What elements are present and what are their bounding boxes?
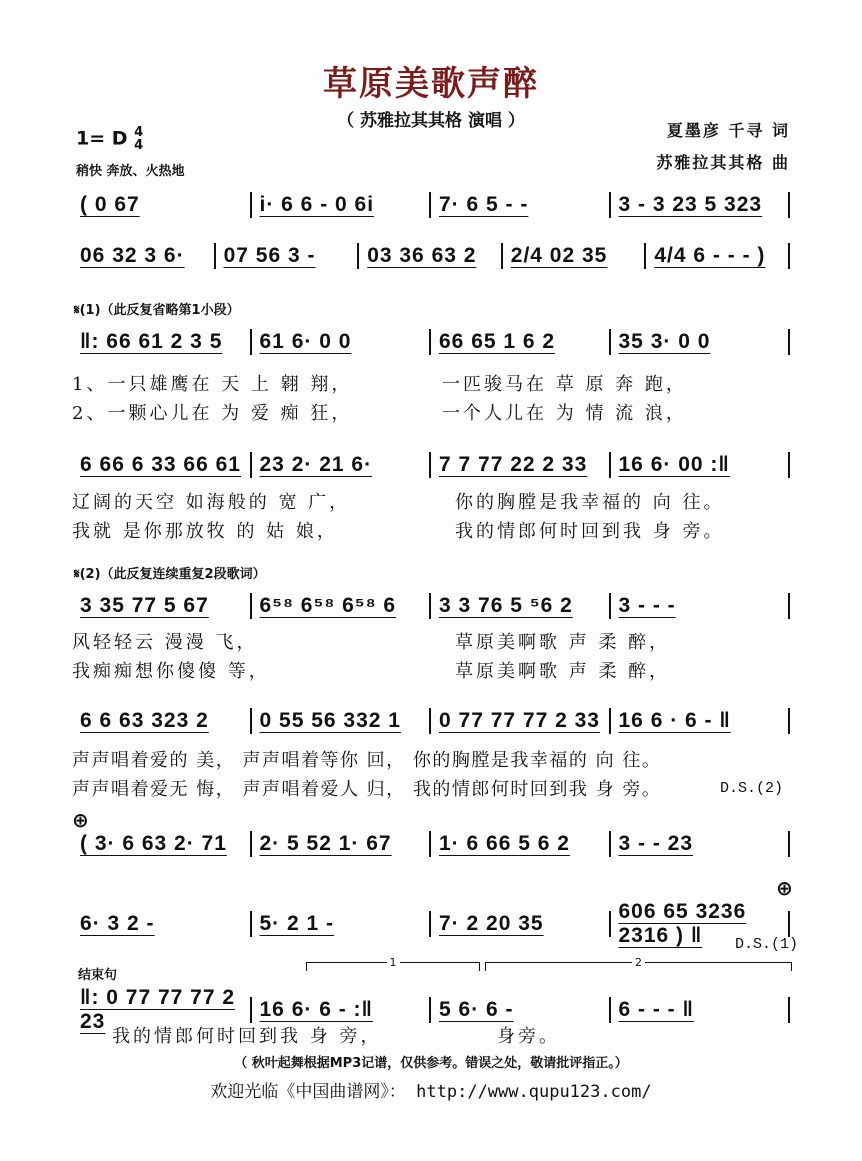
measure: 23 2· 21 6· — [259, 453, 373, 476]
lyric: 我痴痴想你傻傻 等， — [72, 661, 270, 682]
measure: 7 7 77 22 2 33 — [439, 453, 588, 476]
footer-website: 欢迎光临《中国曲谱网》： http://www.qupu123.com/ — [210, 1082, 652, 1102]
measure: 03 36 63 2 — [367, 244, 477, 267]
performer: （ 苏雅拉其其格 演唱 ） — [337, 111, 525, 131]
volta-2-label: 2 — [632, 956, 645, 969]
key-signature — [76, 126, 143, 152]
measure: 3 35 77 5 67 — [80, 594, 209, 617]
lyricist: 夏墨彦 千寻 词 — [666, 121, 790, 140]
lyric: 你的胸膛是我幸福的 向 往。 — [455, 492, 725, 513]
measure: 6 66 6 33 66 61 — [80, 453, 241, 476]
measure: ( 0 67 — [80, 193, 140, 216]
barline — [788, 243, 790, 269]
lyric: 一个人儿在 为 情 流 浪， — [442, 403, 687, 424]
volta-1 — [306, 956, 480, 971]
score-row — [72, 452, 790, 478]
measure: 16 6· 00 :‖ — [618, 453, 730, 476]
lyric: 身旁。 — [497, 1026, 560, 1047]
measure: 2/4 02 35 — [510, 244, 608, 267]
ds-1-marker: D.S.(1) — [735, 936, 799, 953]
measure: 16 6 · 6 - ‖ — [618, 709, 731, 732]
score-row — [72, 593, 790, 619]
lyric: 1、一只雄鹰在 天 上 翱 翔， — [72, 374, 353, 395]
measure: 4/4 6 - - - ) — [654, 244, 766, 267]
measure: i· 6 6 - 0 6i — [259, 193, 375, 216]
measure: 6 6 63 323 2 — [80, 709, 209, 732]
coda-icon: ⊕ — [72, 808, 89, 832]
barline — [788, 911, 790, 937]
score-row — [72, 900, 790, 948]
measure: 1· 6 66 5 6 2 — [439, 832, 570, 855]
segno-note-2: 𝄋(2)（此反复连续重复2段歌词） — [74, 567, 266, 582]
measure: 7· 6 5 - - — [439, 193, 529, 216]
measure: ‖: 66 61 2 3 5 — [80, 330, 223, 353]
score-row — [72, 243, 790, 269]
measure: 0 77 77 77 2 33 — [439, 709, 600, 732]
lyric: 草原美啊歌 声 柔 醉， — [455, 661, 671, 682]
measure: 66 65 1 6 2 — [439, 330, 556, 353]
barline — [788, 831, 790, 857]
lyric: 我就 是你那放牧 的 姑 娘， — [72, 521, 338, 542]
barline — [788, 593, 790, 619]
lyric: 声声唱着爱无 悔， 声声唱着爱人 归， 我的情郎何时回到我 身 旁。 — [72, 779, 662, 800]
lyric: 2、一颗心儿在 为 爱 痴 狂， — [72, 403, 353, 424]
lyric: 风轻轻云 漫漫 飞， — [72, 632, 258, 653]
measure: 6⁵⁸ 6⁵⁸ 6⁵⁸ 6 — [259, 594, 397, 617]
measure: 6· 3 2 - — [80, 912, 155, 935]
key: 1= D — [76, 127, 128, 150]
transcription-note: （ 秋叶起舞根据MP3记谱，仅供参考。错误之处，敬请批评指正。） — [234, 1056, 628, 1071]
measure: 3 3 76 5 ⁵6 2 — [439, 594, 573, 617]
tempo-marking: 稍快 奔放、火热地 — [76, 164, 185, 179]
lyric: 一匹骏马在 草 原 奔 跑， — [442, 374, 687, 395]
barline — [788, 997, 790, 1023]
measure: 3 - - - — [618, 594, 676, 617]
lyric: 辽阔的天空 如海般的 宽 广， — [72, 492, 351, 513]
lyric: 我的情郎何时回到我 身 旁， — [112, 1026, 382, 1047]
composer: 苏雅拉其其格 曲 — [656, 153, 790, 172]
measure: 16 6· 6 - :‖ — [259, 998, 373, 1021]
lyric: 声声唱着爱的 美， 声声唱着等你 回， 你的胸膛是我幸福的 向 往。 — [72, 750, 662, 771]
score-row — [72, 329, 790, 355]
ds-2-marker: D.S.(2) — [720, 780, 784, 797]
measure: 07 56 3 - — [223, 244, 316, 267]
time-top: 4 — [134, 125, 144, 140]
measure: 61 6· 0 0 — [259, 330, 352, 353]
time-signature — [134, 126, 143, 152]
barline — [788, 708, 790, 734]
segno-note-1: 𝄋(1)（此反复省略第1小段） — [74, 303, 240, 318]
measure: 5 6· 6 - — [439, 998, 514, 1021]
coda-icon: ⊕ — [776, 876, 793, 900]
measure: 35 3· 0 0 — [618, 330, 711, 353]
barline — [788, 329, 790, 355]
time-bottom: 4 — [134, 138, 144, 153]
volta-1-label: 1 — [387, 956, 400, 969]
ending-label: 结束句 — [78, 968, 118, 983]
lyric: 我的情郎何时回到我 身 旁。 — [455, 521, 725, 542]
song-title: 草原美歌声醉 — [323, 64, 539, 104]
measure: ‖: 0 77 77 77 2 23 — [80, 986, 236, 1033]
measure: 5· 2 1 - — [259, 912, 335, 935]
barline — [788, 452, 790, 478]
measure: 0 55 56 332 1 — [259, 709, 401, 732]
measure: 3 - 3 23 5 323 — [618, 193, 763, 216]
volta-2 — [485, 956, 792, 971]
score-row — [72, 708, 790, 734]
measure: 06 32 3 6· — [80, 244, 185, 267]
barline — [788, 192, 790, 218]
score-row — [72, 192, 790, 218]
measure: 2· 5 52 1· 67 — [259, 832, 392, 855]
score-row — [72, 831, 790, 857]
measure: ( 3· 6 63 2· 71 — [80, 832, 227, 855]
measure: 3 - - 23 — [618, 832, 694, 855]
lyric: 草原美啊歌 声 柔 醉， — [455, 632, 671, 653]
measure: 7· 2 20 35 — [439, 912, 544, 935]
measure: 606 65 3236 2316 ) ‖ — [618, 900, 747, 947]
measure: 6 - - - ‖ — [618, 998, 694, 1021]
